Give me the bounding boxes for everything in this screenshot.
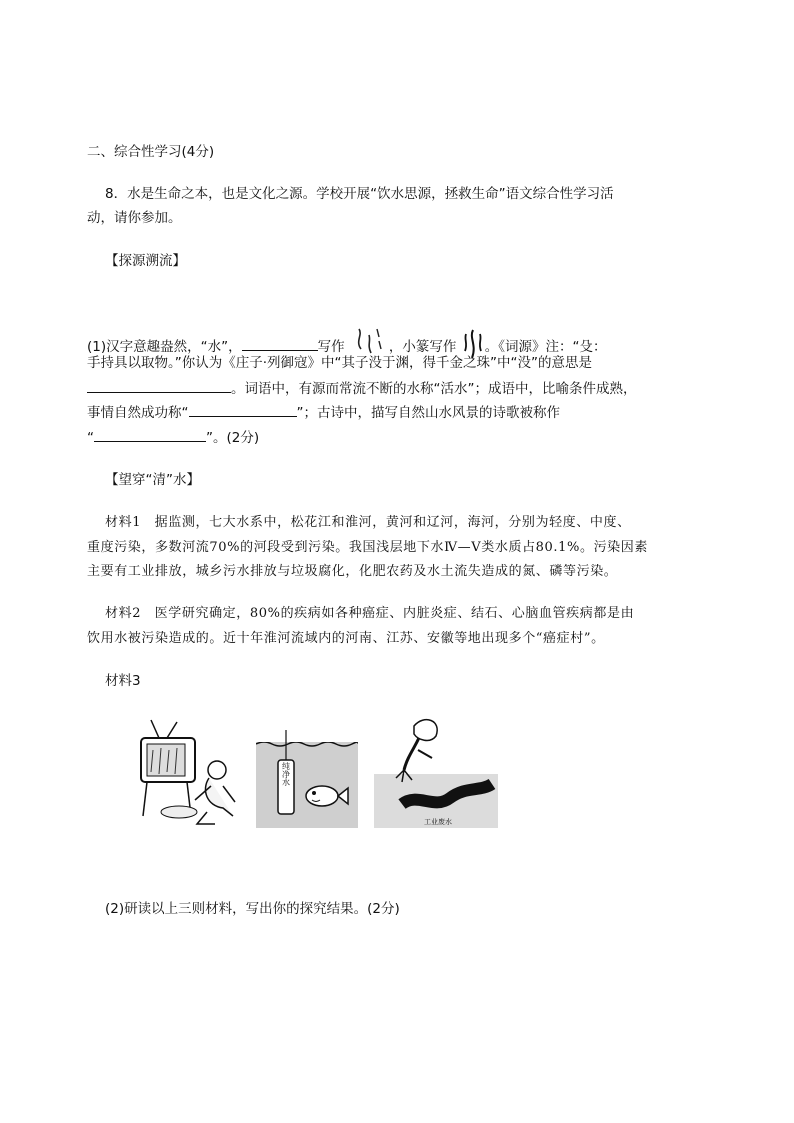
material1-line3: 主要有工业排放，城乡污水排放与垃圾腐化，化肥农药及水土流失造成的氮、磷等污染。 [87,564,618,579]
q1-text-i: ”。(2分) [206,430,260,446]
material2-line2: 饮用水被污染造成的。近十年淮河流域内的河南、江苏、安徽等地出现多个“癌症村”。 [87,631,605,646]
material3-label: 材料3 [105,673,141,689]
q1-text-h: “ [87,430,94,446]
material1-line2: 重度污染，多数河流70%的河段受到污染。我国浅层地下水Ⅳ—Ⅴ类水质占80.1%。污染因素 [87,540,648,555]
q1-text-f: 事情自然成功称“ [87,405,189,421]
cartoon-pure-water-fish-image [256,730,358,832]
cartoon-industrial-wastewater-image [374,714,498,832]
q1-line3 [87,378,637,399]
q1-text-c: ，小篆写作 [388,339,457,355]
answer-blank-2[interactable] [87,378,231,393]
material2-line1: 材料2 医学研究确定，80%的疾病如各种癌症、内脏炎症、结石、心脑血管疾病都是由 [105,606,635,621]
q2-prompt: (2)研读以上三则材料，写出你的探究结果。(2分) [105,901,400,917]
q1-text-d: 。《词源》注：“殳： [484,339,607,355]
subsection-title-source: 【探源溯流】 [105,253,186,269]
pure-water-bottle-label: 纯净水 [281,762,291,786]
answer-blank-3[interactable] [189,402,297,417]
q1-text-b: 写作 [317,339,345,355]
material1-line1: 材料1 据监测，七大水系中，松花江和淮河，黄河和辽河，海河，分别为轻度、中度、 [105,515,631,530]
q1-text-e: 。词语中，有源而常流不断的水称“活水”；成语中，比喻条件成熟， [231,381,637,397]
subsection-title-clear-water: 【望穿“清”水】 [105,472,200,488]
answer-blank-4[interactable] [94,427,206,442]
q1-line2: 手持具以取物。”你认为《庄子·列御寇》中“其子没于渊，得千金之珠”中“没”的意思是 [87,355,593,371]
section-title: 二、综合性学习(4分) [87,144,215,160]
industrial-wastewater-label: 工业废水 [424,818,452,826]
q1-text-a: (1)汉字意趣盎然，“水”， [87,339,242,355]
question-8-intro-line1: 8．水是生命之本，也是文化之源。学校开展“饮水思源，拯救生命”语文综合性学习活 [105,186,614,202]
answer-blank-1[interactable] [242,336,318,351]
q1-line4 [87,402,560,423]
cartoon-tv-water-image [137,716,241,834]
q1-text-g: ”；古诗中，描写自然山水风景的诗歌被称作 [296,405,560,421]
question-8-intro-line2: 动，请你参加。 [87,210,182,226]
q1-line5 [87,427,259,448]
